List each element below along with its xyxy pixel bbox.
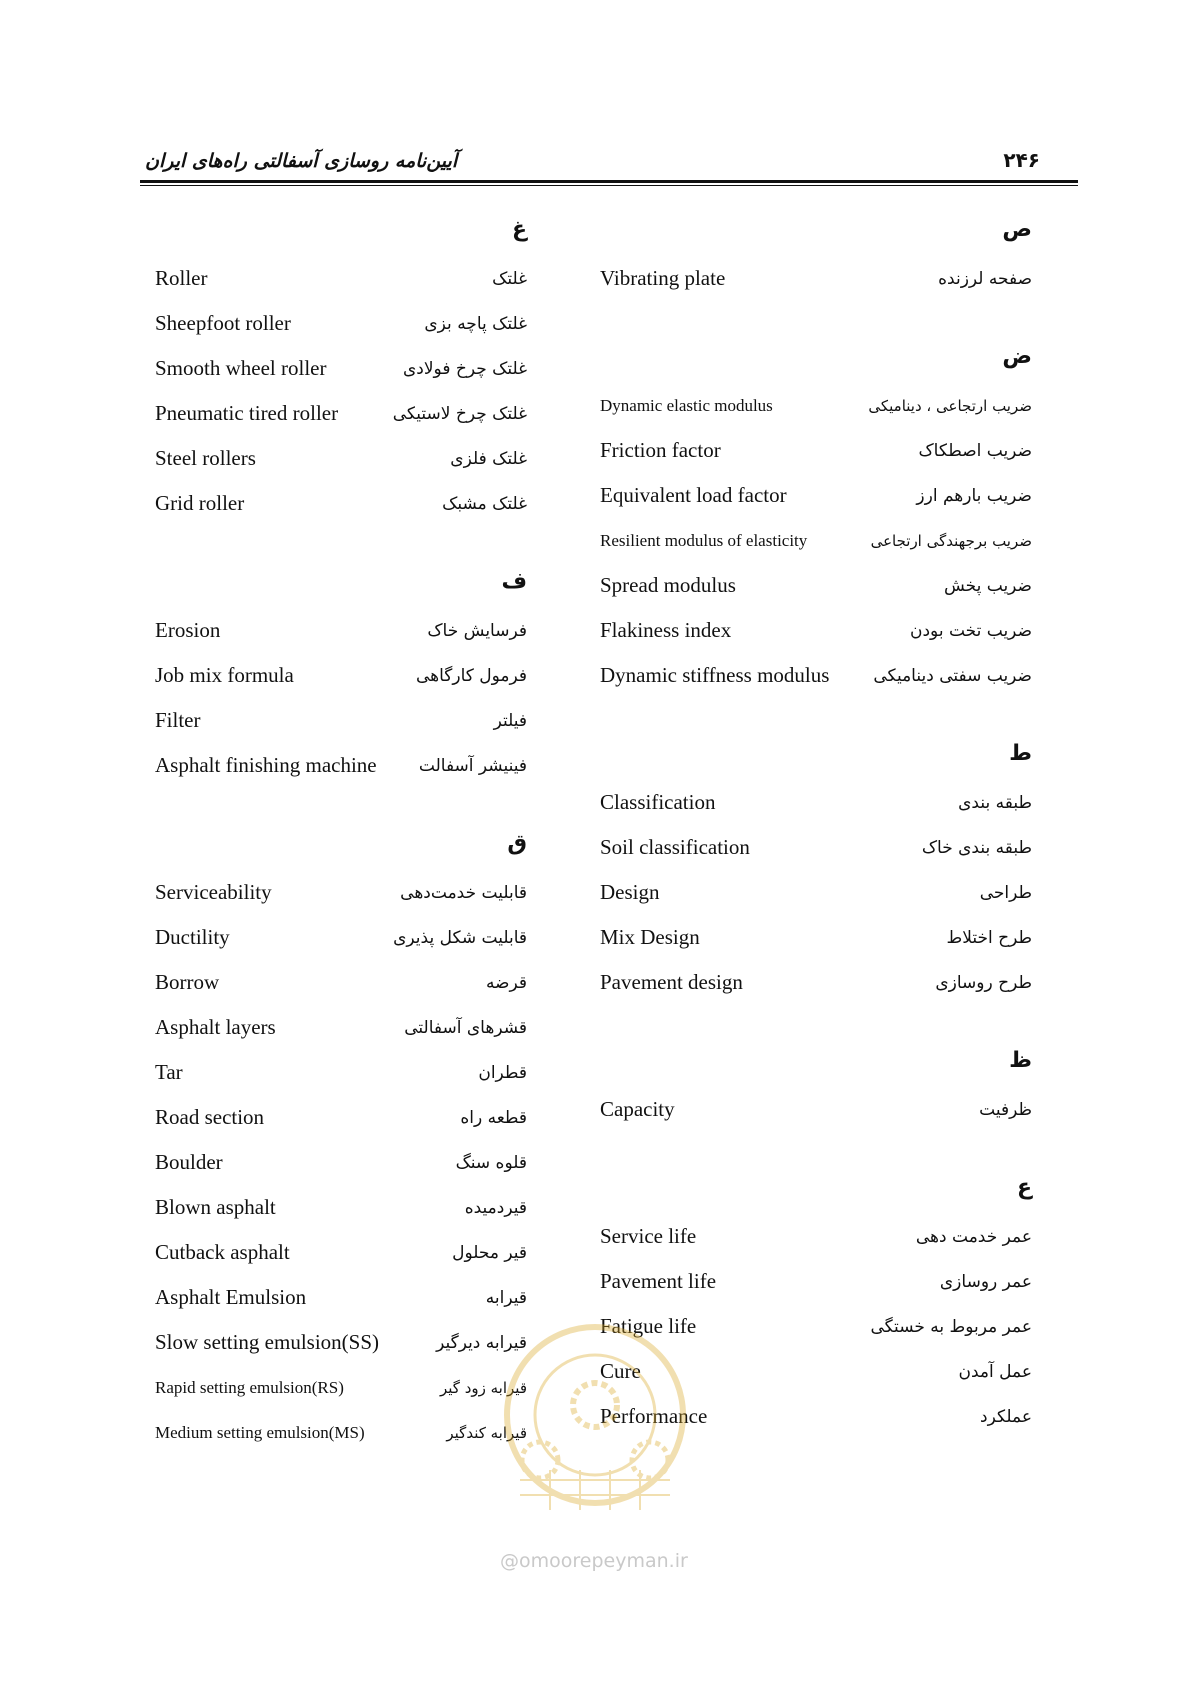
persian-term: قطعه راه	[460, 1107, 527, 1128]
english-term: Flakiness index	[600, 618, 732, 642]
persian-term: فرمول کارگاهی	[415, 665, 527, 686]
glossary-entry	[600, 780, 1032, 825]
english-term: Filter	[155, 708, 201, 732]
persian-term: طرح اختلاط	[946, 927, 1032, 948]
english-term: Friction factor	[600, 438, 721, 462]
persian-term: فینیشر آسفالت	[418, 755, 527, 776]
glossary-entry	[155, 1185, 527, 1230]
glossary-entry	[600, 1087, 1032, 1132]
english-term: Medium setting emulsion(MS)	[155, 1422, 365, 1442]
glossary-entry	[155, 870, 527, 915]
persian-term: قیر محلول	[452, 1242, 527, 1263]
persian-term: غلتک	[492, 268, 527, 289]
persian-term: ظرفیت	[979, 1099, 1032, 1120]
glossary-section	[155, 566, 527, 788]
english-term: Mix Design	[600, 925, 700, 949]
persian-term: فیلتر	[493, 710, 527, 731]
glossary-entry	[600, 960, 1032, 1005]
persian-term: فرسایش خاک	[427, 620, 527, 641]
persian-term: عمر مربوط به خستگی	[870, 1316, 1032, 1337]
persian-term: طراحی	[979, 882, 1032, 903]
glossary-entry	[600, 608, 1032, 653]
page-number: ۲۴۶	[1003, 148, 1040, 172]
glossary-entry	[155, 391, 527, 436]
persian-term: ضریب سفتی دینامیکی	[873, 665, 1032, 686]
glossary-entry	[600, 428, 1032, 473]
glossary-entry	[155, 436, 527, 481]
persian-term: قطران	[478, 1062, 527, 1083]
section-letter: ض	[1002, 344, 1032, 369]
header-rule-thick	[140, 180, 1078, 183]
glossary-entry	[600, 653, 1032, 698]
english-term: Erosion	[155, 618, 221, 642]
persian-term: غلتک چرخ فولادی	[402, 358, 527, 379]
glossary-entry	[155, 653, 527, 698]
glossary-section	[600, 341, 1032, 698]
glossary-entry	[600, 1214, 1032, 1259]
persian-term: ضریب تخت بودن	[909, 620, 1032, 641]
english-term: Borrow	[155, 970, 220, 994]
persian-term: قیرابه	[485, 1287, 527, 1308]
english-term: Tar	[155, 1060, 183, 1084]
persian-term: طبقه بندی خاک	[921, 837, 1032, 858]
glossary-section	[600, 738, 1032, 1005]
glossary-entry	[155, 1410, 527, 1455]
glossary-entry	[600, 825, 1032, 870]
english-term: Vibrating plate	[600, 266, 726, 290]
english-term: Dynamic elastic modulus	[600, 395, 773, 415]
glossary-entry	[600, 915, 1032, 960]
persian-term: طبقه بندی	[958, 792, 1032, 813]
english-term: Sheepfoot roller	[155, 311, 291, 335]
watermark-site: @omoorepeyman.ir	[500, 1550, 688, 1572]
english-term: Design	[600, 880, 660, 904]
persian-term: ضریب ارتجاعی ، دینامیکی	[868, 396, 1032, 415]
persian-term: غلتک پاچه بزی	[424, 313, 527, 334]
glossary-entry	[600, 473, 1032, 518]
persian-term: قیرابه دیرگیر	[436, 1332, 527, 1353]
section-letter: ع	[1016, 1175, 1032, 1200]
header-rule-thin	[140, 185, 1078, 186]
english-term: Performance	[600, 1404, 708, 1428]
glossary-entry	[155, 698, 527, 743]
glossary-entry	[600, 563, 1032, 608]
persian-term: طرح روسازی	[935, 972, 1032, 993]
glossary-entry	[600, 518, 1032, 563]
english-term: Grid roller	[155, 491, 245, 515]
persian-term: صفحه لرزنده	[938, 268, 1032, 289]
english-term: Slow setting emulsion(SS)	[155, 1330, 380, 1354]
english-term: Rapid setting emulsion(RS)	[155, 1377, 344, 1397]
glossary-section	[600, 1045, 1032, 1132]
glossary-entry	[600, 1259, 1032, 1304]
english-term: Serviceability	[155, 880, 272, 904]
glossary-entry	[155, 1320, 527, 1365]
glossary-entry	[155, 256, 527, 301]
english-term: Asphalt Emulsion	[155, 1285, 307, 1309]
english-term: Asphalt layers	[155, 1015, 276, 1039]
section-letter: ص	[1002, 217, 1032, 242]
persian-term: قلوه سنگ	[455, 1152, 527, 1173]
english-term: Fatigue life	[600, 1314, 697, 1338]
english-term: Classification	[600, 790, 716, 814]
glossary-entry	[155, 1095, 527, 1140]
english-term: Cutback asphalt	[155, 1240, 290, 1264]
persian-term: قابلیت خدمت‌دهی	[400, 882, 527, 903]
glossary-entry	[600, 383, 1032, 428]
persian-term: غلتک مشبک	[442, 493, 527, 514]
english-term: Roller	[155, 266, 208, 290]
glossary-entry	[155, 743, 527, 788]
section-letter: ف	[501, 569, 527, 594]
persian-term: قیرابه کندگیر	[446, 1423, 527, 1442]
english-term: Smooth wheel roller	[155, 356, 327, 380]
persian-term: عملکرد	[980, 1406, 1032, 1427]
english-term: Service life	[600, 1224, 697, 1248]
glossary-section	[600, 214, 1032, 301]
english-term: Road section	[155, 1105, 265, 1129]
glossary-section	[155, 828, 527, 1455]
persian-term: ضریب پخش	[943, 575, 1032, 596]
english-term: Soil classification	[600, 835, 750, 859]
glossary-left-column	[155, 214, 527, 1455]
glossary-entry	[155, 608, 527, 653]
persian-term: عمل آمدن	[958, 1361, 1032, 1382]
glossary-entry	[155, 960, 527, 1005]
section-letter: غ	[511, 217, 527, 242]
persian-term: عمر روسازی	[939, 1271, 1032, 1292]
english-term: Blown asphalt	[155, 1195, 276, 1219]
glossary-entry	[155, 915, 527, 960]
persian-term: ضریب بارهم ارز	[916, 485, 1032, 506]
persian-term: قیردمیده	[464, 1197, 527, 1218]
english-term: Steel rollers	[155, 446, 256, 470]
english-term: Resilient modulus of elasticity	[600, 530, 808, 550]
glossary-section	[155, 214, 527, 526]
persian-term: قیرابه زود گیر	[439, 1378, 527, 1397]
english-term: Pavement design	[600, 970, 743, 994]
watermark-logo-icon	[480, 1320, 710, 1520]
glossary-entry	[600, 870, 1032, 915]
glossary-entry	[155, 1140, 527, 1185]
english-term: Cure	[600, 1359, 641, 1383]
glossary-right-column	[600, 214, 1032, 1439]
section-letter: ظ	[1009, 1048, 1032, 1073]
glossary-entry	[155, 1005, 527, 1050]
persian-term: غلتک فلزی	[450, 448, 527, 469]
persian-term: قشرهای آسفالتی	[404, 1017, 527, 1038]
glossary-entry	[155, 1230, 527, 1275]
glossary-entry	[155, 1050, 527, 1095]
glossary-entry	[155, 481, 527, 526]
english-term: Capacity	[600, 1097, 675, 1121]
glossary-entry	[600, 256, 1032, 301]
english-term: Dynamic stiffness modulus	[600, 663, 830, 687]
glossary-entry	[155, 346, 527, 391]
english-term: Ductility	[155, 925, 230, 949]
english-term: Equivalent load factor	[600, 483, 787, 507]
persian-term: ضریب برجهندگی ارتجاعی	[870, 531, 1032, 550]
persian-term: قابلیت شکل پذیری	[393, 927, 527, 948]
english-term: Spread modulus	[600, 573, 736, 597]
english-term: Pneumatic tired roller	[155, 401, 339, 425]
section-letter: ق	[507, 831, 527, 856]
section-letter: ط	[1009, 741, 1032, 766]
persian-term: ضریب اصطکاک	[918, 440, 1032, 461]
running-header-title: آیین‌نامه روسازی آسفالتی راه‌های ایران	[145, 150, 458, 172]
english-term: Asphalt finishing machine	[155, 753, 377, 777]
glossary-entry	[155, 301, 527, 346]
english-term: Boulder	[155, 1150, 223, 1174]
persian-term: عمر خدمت دهی	[915, 1226, 1032, 1247]
persian-term: قرضه	[485, 972, 527, 993]
glossary-entry	[155, 1275, 527, 1320]
english-term: Pavement life	[600, 1269, 717, 1293]
persian-term: غلتک چرخ لاستیکی	[392, 403, 527, 424]
glossary-entry	[155, 1365, 527, 1410]
english-term: Job mix formula	[155, 663, 294, 687]
